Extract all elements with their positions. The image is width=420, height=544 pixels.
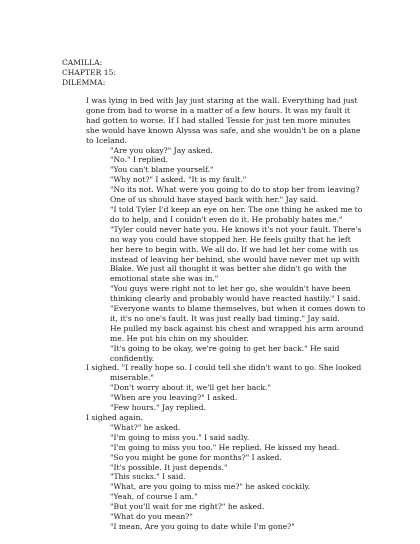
paragraph: "I'm going to miss you too." He replied. He kissed my head.: [110, 442, 340, 452]
paragraph: "What?" he asked.: [110, 422, 181, 432]
paragraph: "But you'll wait for me right?" he asked.: [110, 502, 265, 512]
paragraph: I was lying in bed with Jay just staring at the wall. Everything had just gone from bad to worse in a matter of a few hours. It was my fault it had gotten to worse. If I had stalled Tessie for just ten more minutes she would have known Alyssa was safe, and she wouldn't be on a plane to Iceland.: [86, 96, 361, 145]
paragraph: "This sucks." I said.: [110, 472, 186, 482]
paragraph: "I told Tyler I'd keep an eye on her. The one thing he asked me to do to help, and I couldn't even do it. He probably hates me.": [110, 204, 363, 224]
paragraph: "Tyler could never hate you. He knows it's not your fault. There's no way you could have stopped her. He feels guilty that he left her here to begin with. We all do. If we had let her come with us instead of leaving her behind, she would have never met up with Blake. We just all thought it was better she didn't go with the emotional state she was in.": [110, 224, 362, 284]
paragraph: "Yeah, of course I am.": [110, 492, 198, 502]
paragraph: "No its not. What were you going to do to stop her from leaving? One of us should have stayed back with her." Jay said.: [110, 185, 360, 205]
paragraph: "What do you mean?": [110, 512, 193, 522]
paragraph: "It's going to be okay, we're going to get her back." He said confidently.: [110, 343, 340, 363]
chapter-title: DILEMMA:: [62, 77, 106, 87]
paragraph: "Few hours." Jay replied.: [110, 403, 206, 413]
paragraph: I sighed. "I really hope so. I could tell she didn't want to go. She looked miserable.": [86, 363, 362, 383]
paragraph: "Don't worry about it, we'll get her back.": [110, 383, 272, 393]
paragraph: "No." I replied.: [110, 155, 168, 165]
paragraph: "You guys were right not to let her go, she wouldn't have been thinking clearly and probably would have reacted hastily." I said.: [110, 284, 361, 304]
paragraph: "I mean, Are you going to date while I'm gone?": [110, 521, 295, 531]
paragraph: "I'm going to miss you." I said sadly.: [110, 432, 250, 442]
paragraph: He pulled my back against his chest and wrapped his arm around me. He put his chin on my shoulder.: [110, 323, 364, 343]
paragraph: "Why not?" I asked. "It is my fault.": [110, 175, 247, 185]
paragraph: "So you might be gone for months?" I asked.: [110, 452, 282, 462]
chapter-number: CHAPTER 15:: [62, 67, 116, 77]
paragraph: "When are you leaving?" I asked.: [110, 393, 238, 403]
paragraph: "It's possible. It just depends.": [110, 462, 228, 472]
paragraph: "Everyone wants to blame themselves, but when it comes down to it, it's no one's fault. It was just really bad timing." Jay said.: [110, 304, 366, 323]
paragraph: "What, are you going to miss me?" he asked cockily.: [110, 482, 311, 492]
narrator-heading: CAMILLA:: [62, 58, 103, 67]
paragraph: I sighed again.: [86, 413, 143, 422]
chapter-header: [62, 58, 116, 88]
chapter-body: [62, 96, 366, 532]
paragraph: "You can't blame yourself.": [110, 165, 214, 175]
paragraph: "Are you okay?" Jay asked.: [110, 145, 213, 155]
